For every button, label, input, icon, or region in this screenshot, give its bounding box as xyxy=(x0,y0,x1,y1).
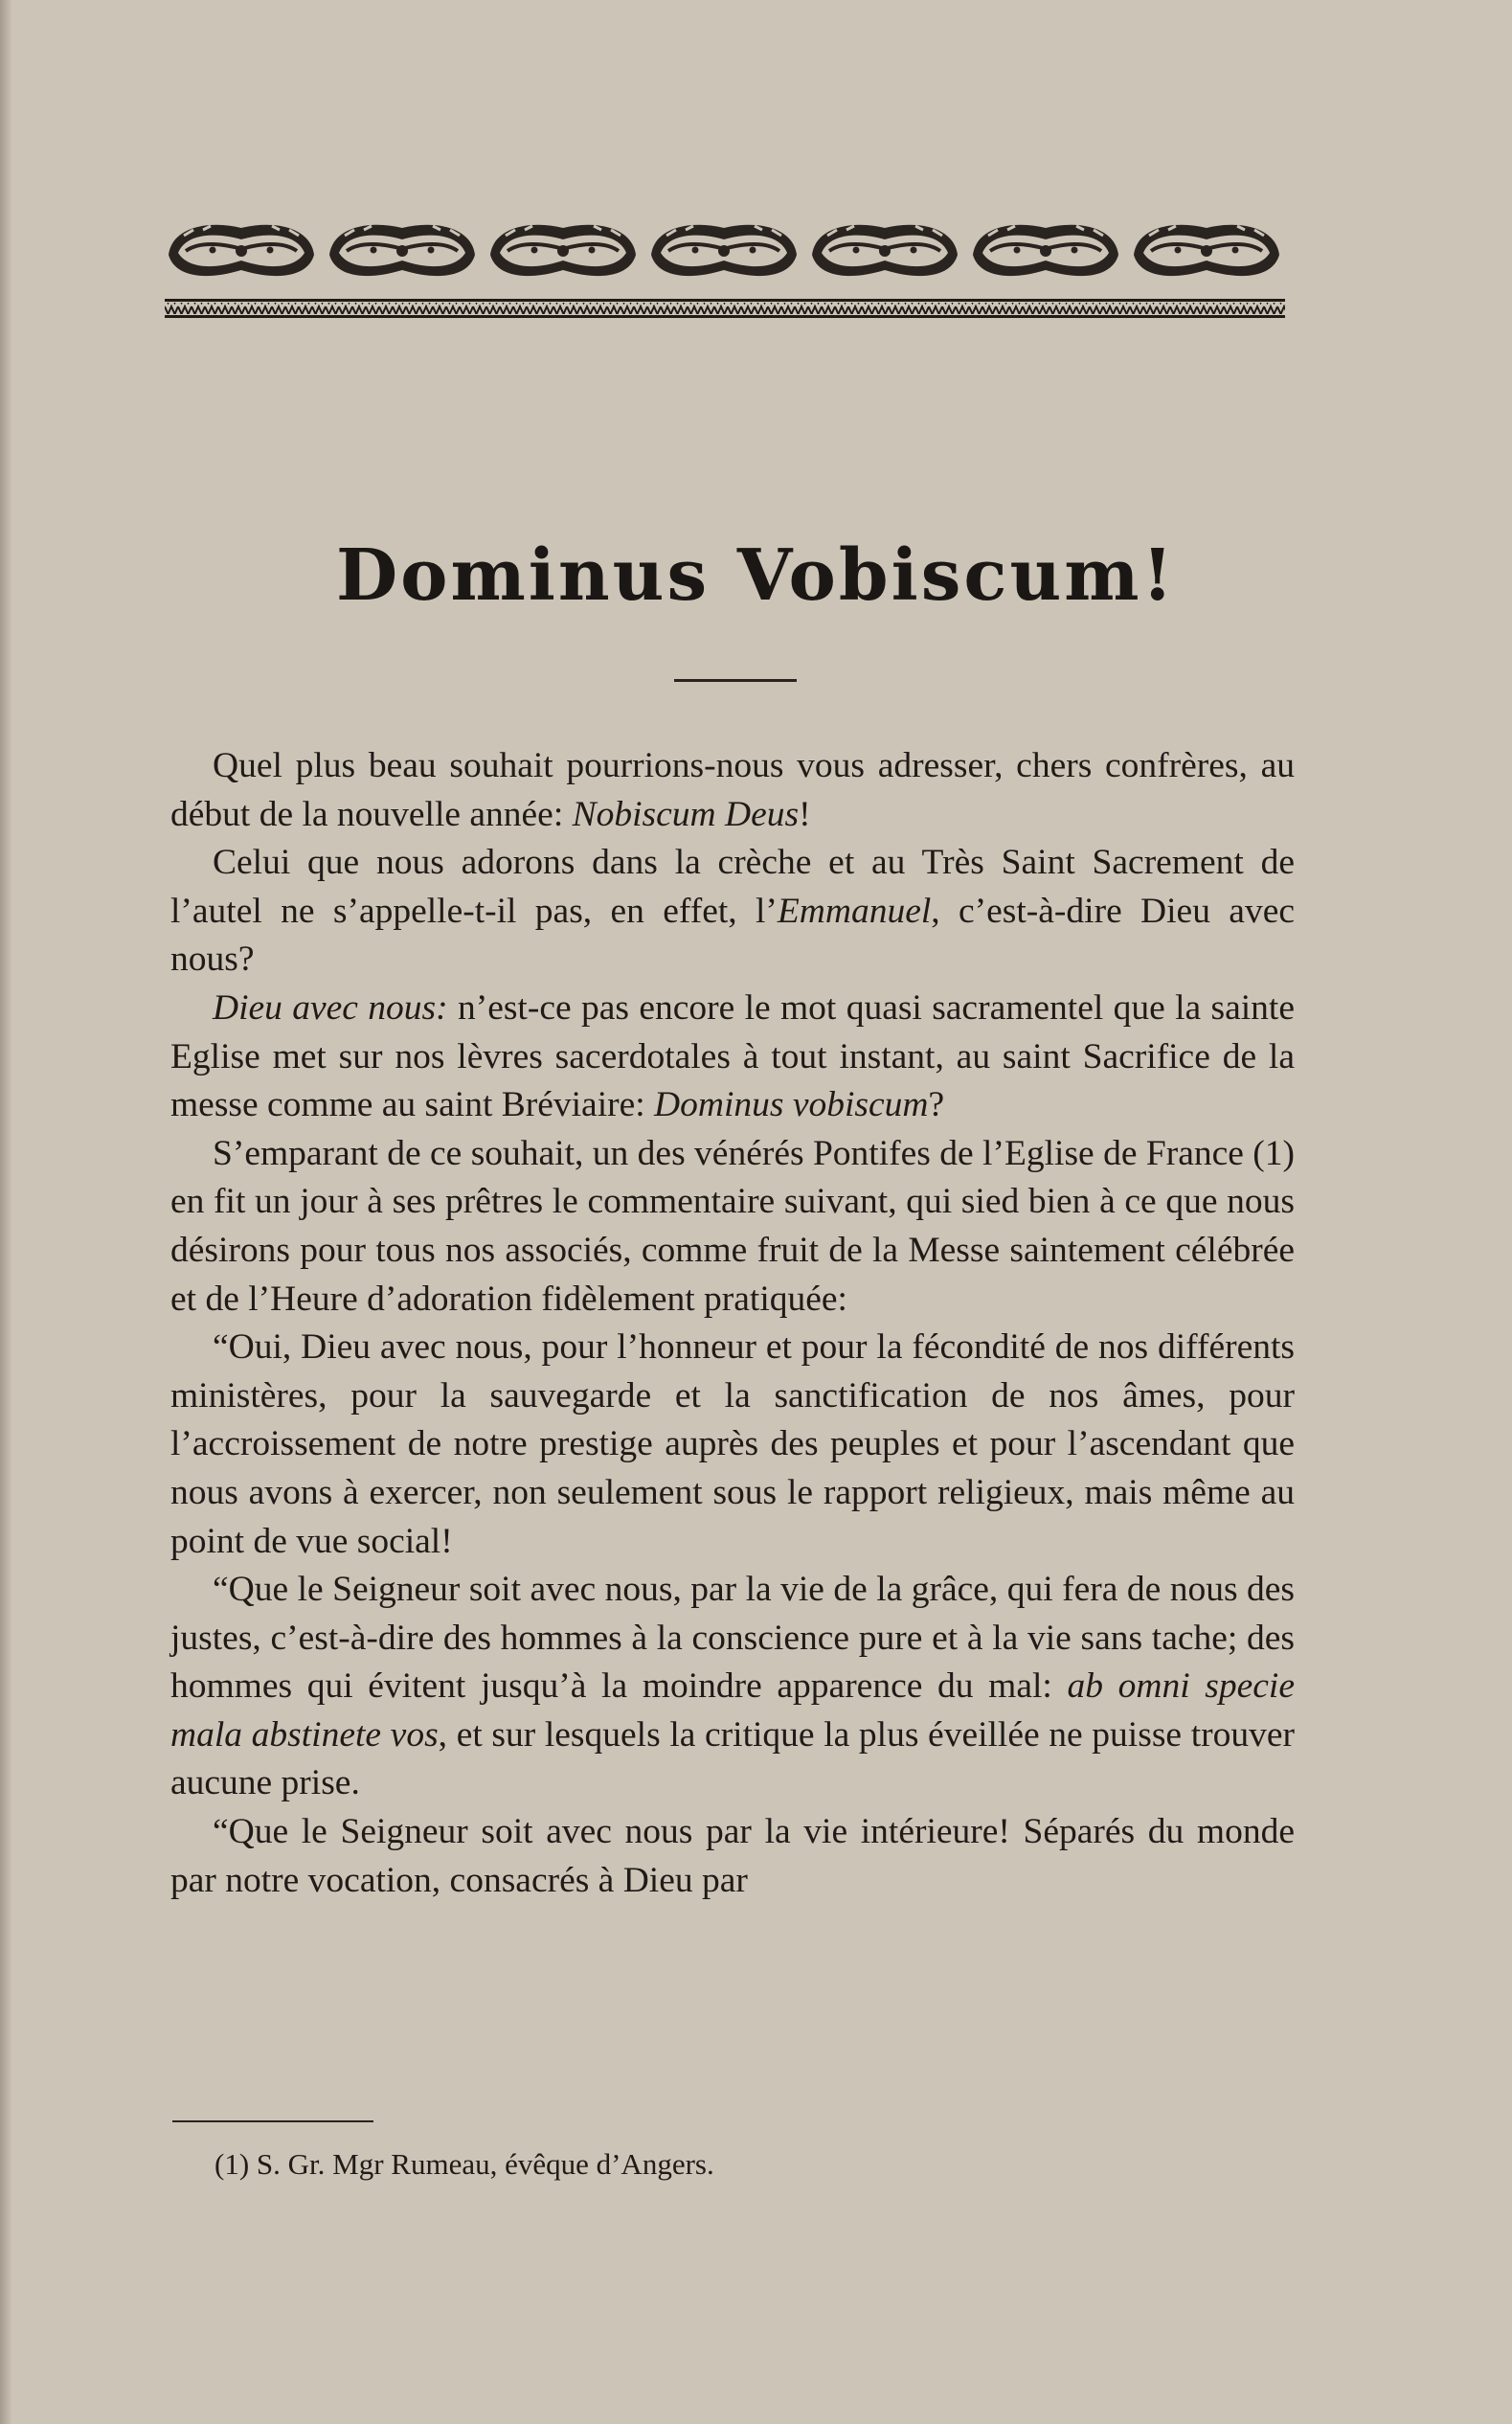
paragraph: Celui que nous adorons dans la crèche et au Très Saint Sacrement de l’autel ne s’appelle-t-il pas, en effet, l’Emmanuel, c’est-à-dire Dieu avec nous? xyxy=(170,843,1295,980)
page-title: Dominus Vobiscum! xyxy=(335,534,1177,617)
footnote-divider xyxy=(172,2120,373,2122)
paragraph: Quel plus beau souhait pourrions-nous vous adresser, chers confrères, au début de la nouvelle année: Nobiscum Deus! xyxy=(170,746,1295,834)
paragraph: “Oui, Dieu avec nous, pour l’honneur et pour la fécondité de nos différents ministères, pour la sauvegarde et la sanctification de nos âmes, pour l’accroissement de notre prestige auprès des peuples et pour l’ascendant que nous avons à exercer, non seulement sous le rapport religieux, mais même au point de vue social! xyxy=(170,1327,1295,1561)
paragraph: “Que le Seigneur soit avec nous par la vie intérieure! Séparés du monde par notre vocation, consacrés à Dieu par xyxy=(170,1812,1295,1900)
paragraph: S’emparant de ce souhait, un des vénérés Pontifes de l’Eglise de France (1) en fit un jour à ses prêtres le commentaire suivant, qui sied bien à ce que nous désirons pour tous nos associés, comme fruit de la Messe saintement célébrée et de l’Heure d’adoration fidèlement pratiquée: xyxy=(170,1133,1295,1319)
paragraph: “Que le Seigneur soit avec nous, par la vie de la grâce, qui fera de nous des justes, c’est-à-dire des hommes à la conscience pure et à la vie sans tache; des hommes qui évitent jusqu’à la moindre apparence du mal: ab omni specie mala abstinete vos, et sur lesquels la critique la plus éveillée ne puisse trouver aucune prise. xyxy=(170,1570,1295,1803)
footnote: (1) S. Gr. Mgr Rumeau, évêque d’Angers. xyxy=(214,2147,714,2181)
header-ornament xyxy=(165,213,1285,332)
page-edge xyxy=(0,0,11,2424)
paragraph: Dieu avec nous: n’est-ce pas encore le mot quasi sacramentel que la sainte Eglise met sur nos lèvres sacerdotales à tout instant, au saint Sacrifice de la messe comme au saint Bréviaire: Dominus vobiscum? xyxy=(170,987,1295,1125)
title-divider xyxy=(674,679,797,682)
body-text xyxy=(170,742,1295,1905)
